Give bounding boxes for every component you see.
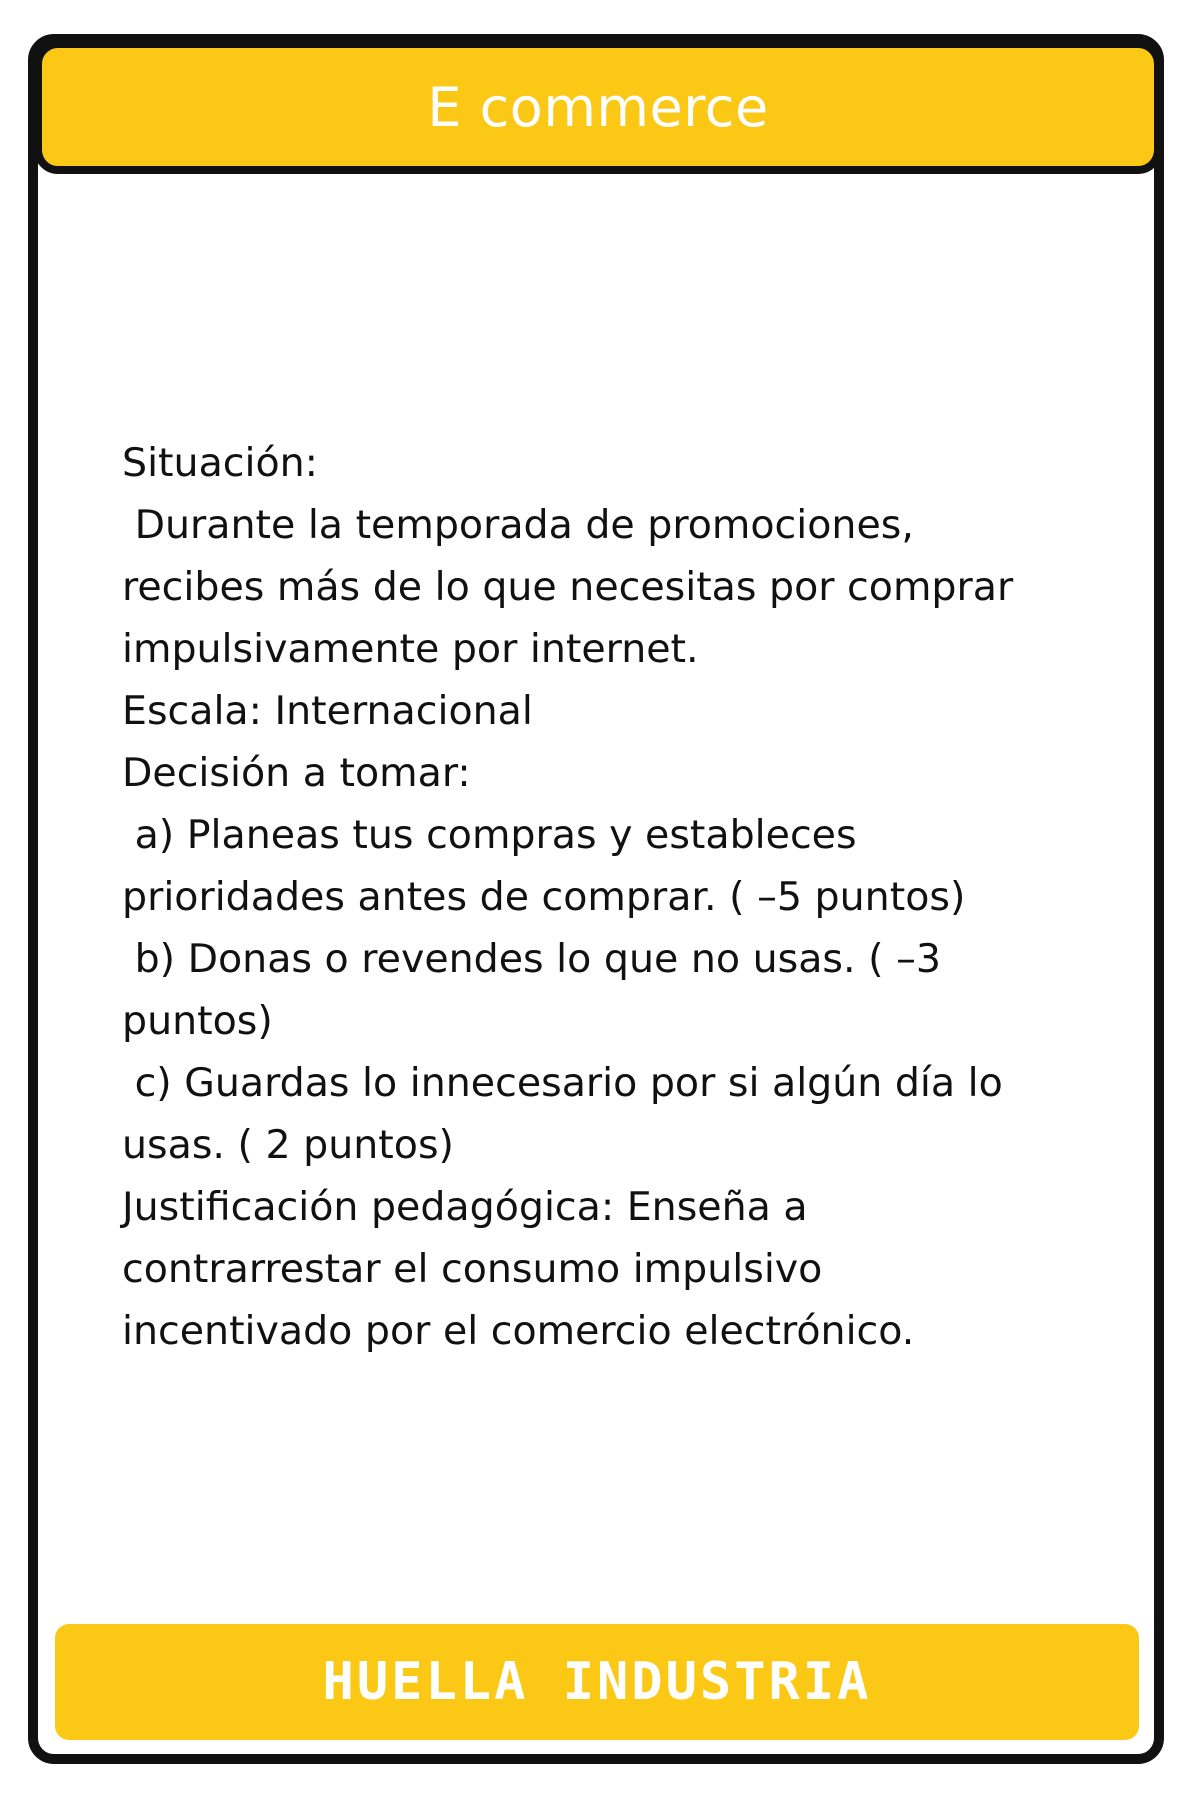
card-title: E commerce: [427, 75, 769, 139]
decision-label: Decisión a tomar:: [122, 750, 471, 796]
option-b-line-1: b) Donas o revendes lo que no usas. ( –3: [122, 936, 941, 982]
justification-line-1: Justificación pedagógica: Enseña a: [122, 1184, 808, 1230]
scale-text: Escala: Internacional: [122, 688, 533, 734]
card-header: [34, 40, 1162, 174]
option-a-line-2: prioridades antes de comprar. ( –5 puntos): [122, 874, 966, 920]
scenario-card: [28, 34, 1164, 1764]
option-a-line-1: a) Planeas tus compras y estableces: [122, 812, 857, 858]
option-c-line-2: usas. ( 2 puntos): [122, 1122, 454, 1168]
situation-label: Situación:: [122, 440, 318, 486]
card-body: [122, 432, 1102, 1362]
situation-text-line-3: impulsivamente por internet.: [122, 626, 699, 672]
justification-line-3: incentivado por el comercio electrónico.: [122, 1308, 915, 1354]
situation-text-line-1: Durante la temporada de promociones,: [122, 502, 914, 548]
card-footer: [55, 1624, 1139, 1740]
footer-title: HUELLA INDUSTRIA: [322, 1652, 872, 1712]
option-c-line-1: c) Guardas lo innecesario por si algún día lo: [122, 1060, 1003, 1106]
situation-text-line-2: recibes más de lo que necesitas por comprar: [122, 564, 1014, 610]
justification-line-2: contrarrestar el consumo impulsivo: [122, 1246, 823, 1292]
option-b-line-2: puntos): [122, 998, 273, 1044]
